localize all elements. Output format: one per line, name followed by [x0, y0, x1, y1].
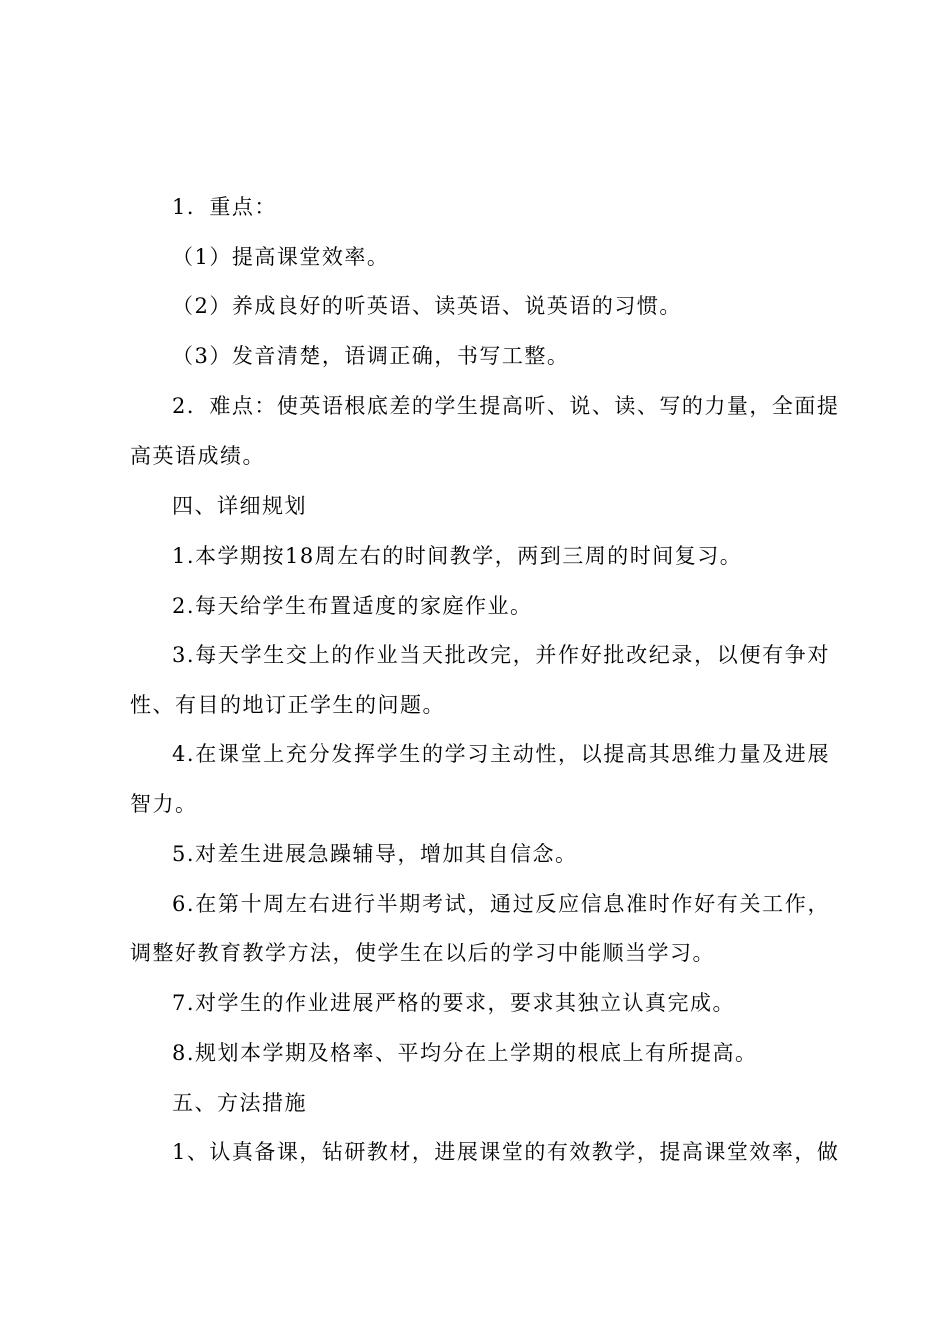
- plan-item-line2: 性、有目的地订正学生的问题。: [130, 693, 445, 717]
- plan-item: 5.对差生进展急躁辅导，增加其自信念。: [172, 842, 578, 866]
- key-point-item: （1）提高课堂效率。: [172, 245, 390, 269]
- difficulty-paragraph-line2: 高英语成绩。: [130, 444, 265, 468]
- plan-item-line2: 调整好教育教学方法，使学生在以后的学习中能顺当学习。: [130, 941, 715, 965]
- plan-item: 7.对学生的作业进展严格的要求，要求其独立认真完成。: [172, 991, 736, 1015]
- plan-item: 1.本学期按18周左右的时间教学，两到三周的时间复习。: [172, 544, 743, 568]
- section-heading-measures: 五、方法措施: [172, 1091, 307, 1115]
- key-point-item: （3）发音清楚，语调正确，书写工整。: [172, 344, 570, 368]
- plan-item-line1: 4.在课堂上充分发挥学生的学习主动性，以提高其思维力量及进展: [172, 742, 830, 766]
- plan-item: 8.规划本学期及格率、平均分在上学期的根底上有所提高。: [172, 1041, 758, 1065]
- plan-item-line2: 智力。: [130, 792, 198, 816]
- measure-item-line1: 1、认真备课，钻研教材，进展课堂的有效教学，提高课堂效率，做: [172, 1140, 840, 1164]
- section-heading-plan: 四、详细规划: [172, 494, 307, 518]
- plan-item: 2.每天给学生布置适度的家庭作业。: [172, 594, 533, 618]
- difficulty-paragraph-line1: 2．难点：使英语根底差的学生提高听、说、读、写的力量，全面提: [172, 394, 840, 418]
- plan-item-line1: 3.每天学生交上的作业当天批改完，并作好批改纪录，以便有争对: [172, 643, 830, 667]
- key-point-item: （2）养成良好的听英语、读英语、说英语的习惯。: [172, 294, 682, 318]
- heading-key-points: 1．重点：: [172, 195, 277, 219]
- plan-item-line1: 6.在第十周左右进行半期考试，通过反应信息准时作好有关工作，: [172, 892, 830, 916]
